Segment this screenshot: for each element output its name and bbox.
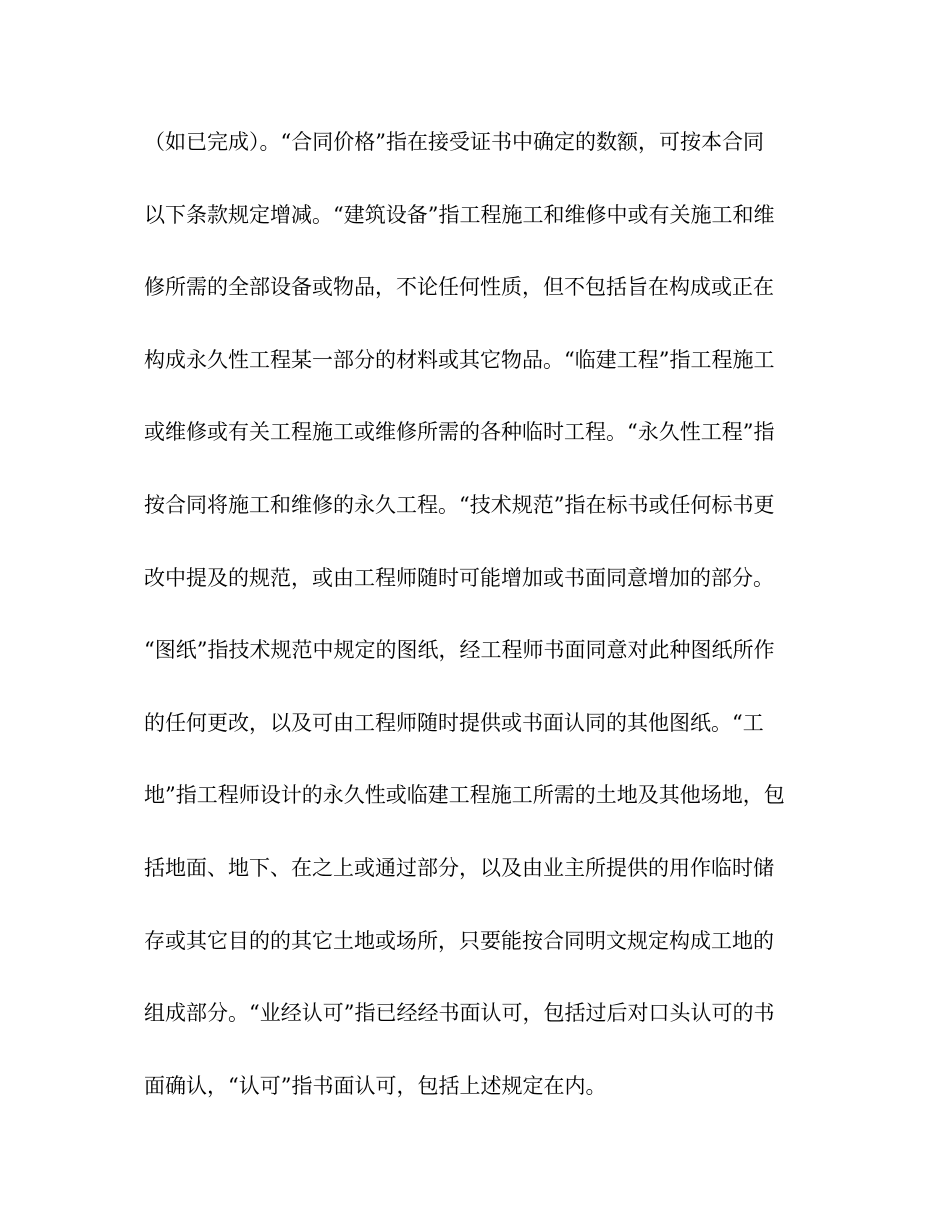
- text-line: 的任何更改，以及可由工程师随时提供或书面认同的其他图纸。“工: [144, 710, 764, 735]
- body-text: [144, 120, 824, 1136]
- text-line: 存或其它目的的其它土地或场所，只要能按合同明文规定构成工地的: [144, 928, 774, 953]
- text-line: 或维修或有关工程施工或维修所需的各种临时工程。“永久性工程”指: [144, 420, 775, 445]
- text-line: 构成永久性工程某一部分的材料或其它物品。“临建工程”指工程施工: [144, 347, 775, 372]
- text-line: 修所需的全部设备或物品，不论任何性质，但不包括旨在构成或正在: [144, 275, 774, 300]
- text-line: 组成部分。“业经认可”指已经经书面认可，包括过后对口头认可的书: [144, 1001, 775, 1026]
- text-line: 面确认，“认可”指书面认可，包括上述规定在内。: [144, 1073, 607, 1098]
- text-line: 以下条款规定增减。“建筑设备”指工程施工和维修中或有关施工和维: [144, 202, 775, 227]
- text-line: 括地面、地下、在之上或通过部分，以及由业主所提供的用作临时储: [144, 855, 774, 880]
- text-line: （如已完成）。“合同价格”指在接受证书中确定的数额，可按本合同: [144, 130, 764, 154]
- text-line: 改中提及的规范，或由工程师随时可能增加或书面同意增加的部分。: [144, 565, 774, 590]
- text-line: “图纸”指技术规范中规定的图纸，经工程师书面同意对此种图纸所作: [144, 638, 775, 663]
- text-line: 地”指工程师设计的永久性或临建工程施工所需的土地及其他场地，包: [144, 783, 785, 808]
- text-line: 按合同将施工和维修的永久工程。“技术规范”指在标书或任何标书更: [144, 492, 775, 517]
